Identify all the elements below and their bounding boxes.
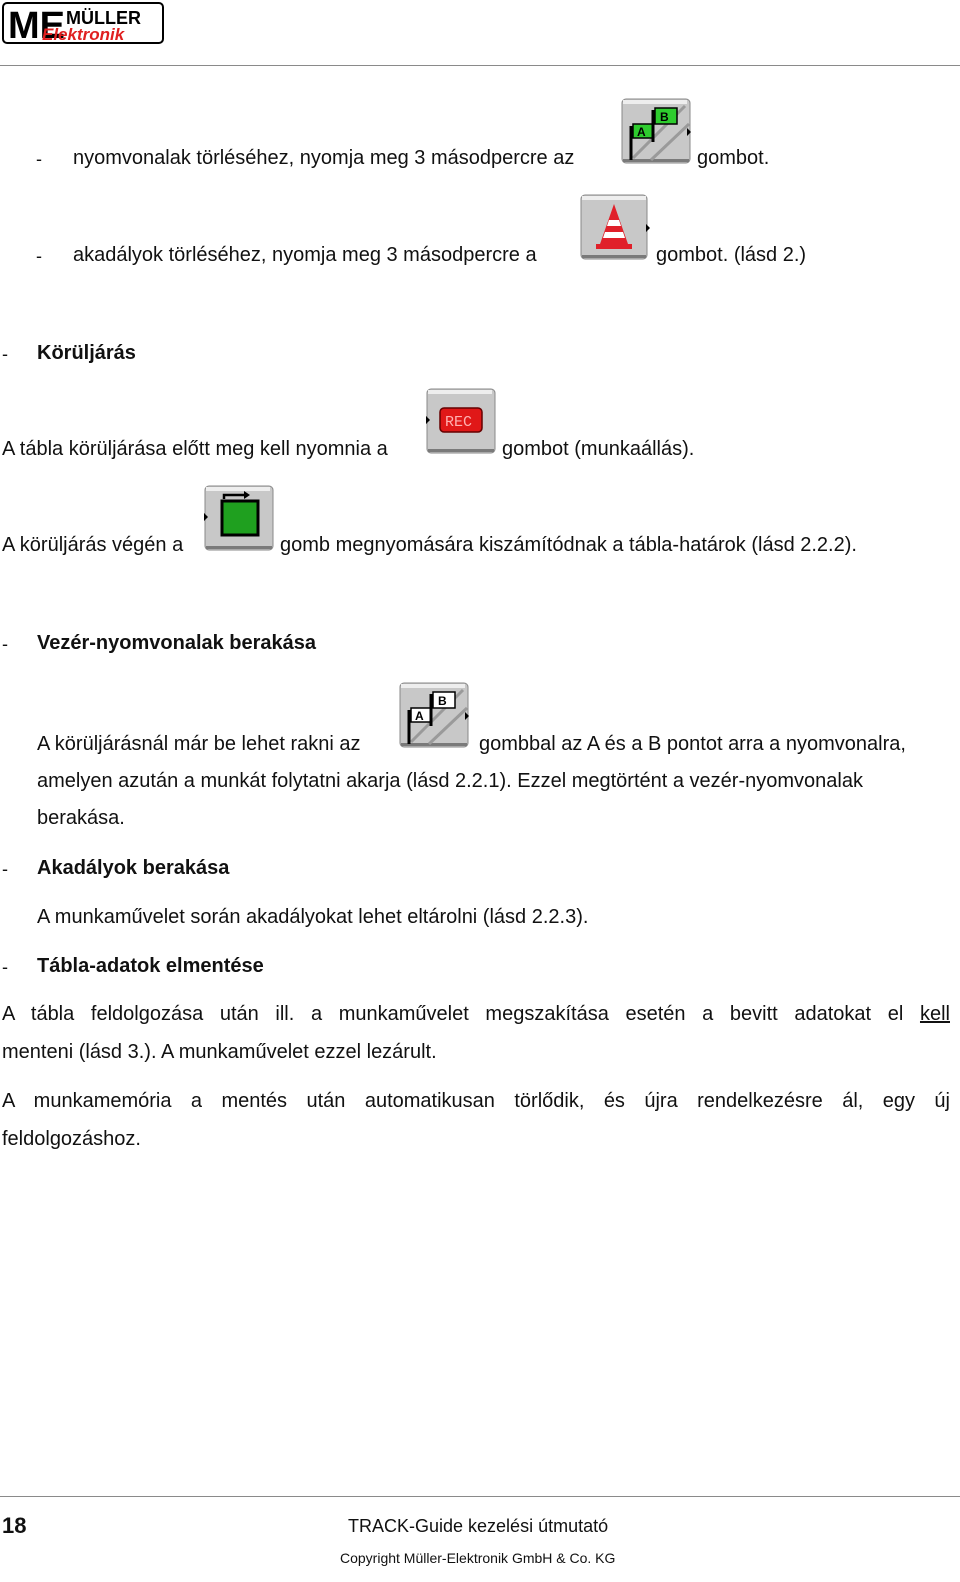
bullet-dash: - xyxy=(2,957,8,977)
flag-a-label: A xyxy=(637,125,646,139)
bullet-dash: - xyxy=(2,344,8,364)
rec-label: REC xyxy=(445,414,473,431)
section-title-akad: Akadályok berakása xyxy=(37,857,230,879)
tabla-paragraph2-line1: A munkamemória a mentés után automatikusan törlődik, és újra rendelkezésre ál, egy új xyxy=(2,1090,950,1112)
tabla-paragraph1-line1: A tábla feldolgozása után ill. a munkaművelet megszakítása esetén a bevitt adatokat el kell xyxy=(2,1003,950,1025)
finish-boundary-button-icon xyxy=(204,485,274,551)
flag-b-label: B xyxy=(660,110,669,124)
copyright: Copyright Müller-Elektronik GmbH & Co. KG xyxy=(340,1550,616,1566)
rec-button-icon xyxy=(426,388,496,454)
section-title-korul: Körüljárás xyxy=(37,342,136,364)
document-title: TRACK-Guide kezelési útmutató xyxy=(348,1516,609,1536)
delete-tracks-text: nyomvonalak törléséhez, nyomja meg 3 másodpercre az xyxy=(73,147,575,169)
bullet-dash: - xyxy=(2,634,8,654)
korul-line2-text: A körüljárás végén a xyxy=(2,534,184,556)
vezer-line3: berakása. xyxy=(37,807,125,829)
vezer-line1-suffix: gombbal az A és a B pontot arra a nyomvonalra, xyxy=(479,733,906,755)
korul-line1-suffix: gombot (munkaállás). xyxy=(502,438,695,460)
ab-flags-button-icon xyxy=(621,98,691,164)
cone-button-icon xyxy=(580,194,650,260)
delete-obstacles-suffix: gombot. (lásd 2.) xyxy=(656,244,807,266)
bullet-dash: - xyxy=(2,859,8,879)
bullet-dash: - xyxy=(36,246,42,266)
footer-divider xyxy=(0,1496,960,1497)
header-divider xyxy=(0,65,960,66)
delete-tracks-suffix: gombot. xyxy=(697,147,770,169)
delete-obstacles-text: akadályok törléséhez, nyomja meg 3 másodpercre a xyxy=(73,244,537,266)
underlined-word: kell xyxy=(919,1003,950,1025)
bullet-dash: - xyxy=(36,149,42,169)
tabla-paragraph2-line2: feldolgozáshoz. xyxy=(2,1128,141,1150)
logo-text-bottom: Elektronik xyxy=(42,25,125,44)
ab-flags-white-button-icon xyxy=(399,682,469,748)
flag-a-label: A xyxy=(415,709,424,723)
page-number: 18 xyxy=(2,1513,27,1538)
vezer-line1-text: A körüljárásnál már be lehet rakni az xyxy=(37,733,361,755)
akad-line: A munkaművelet során akadályokat lehet eltárolni (lásd 2.2.3). xyxy=(37,906,589,928)
logo-letters: ME xyxy=(8,5,65,46)
korul-line2-suffix: gomb megnyomására kiszámítódnak a tábla-határok (lásd 2.2.2). xyxy=(280,534,857,556)
logo-text-top: MÜLLER xyxy=(66,8,141,28)
vezer-line2: amelyen azután a munkát folytatni akarja (lásd 2.2.1). Ezzel megtörtént a vezér-nyomvonalak xyxy=(37,770,863,792)
section-title-tabla: Tábla-adatok elmentése xyxy=(37,955,264,977)
korul-line1-text: A tábla körüljárása előtt meg kell nyomnia a xyxy=(2,438,388,460)
flag-b-label: B xyxy=(438,694,447,708)
section-title-vezer: Vezér-nyomvonalak berakása xyxy=(37,632,317,654)
muller-elektronik-logo xyxy=(2,2,166,46)
tabla-paragraph1-line2: menteni (lásd 3.). A munkaművelet ezzel lezárult. xyxy=(2,1041,437,1063)
